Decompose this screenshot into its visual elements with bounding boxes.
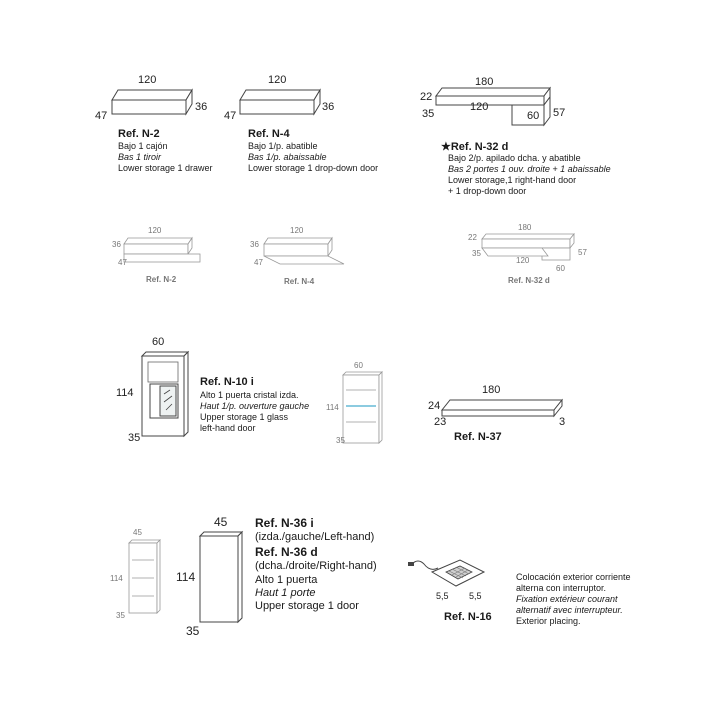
n4-open-height: 36 (250, 240, 259, 249)
n2-height-label: 36 (195, 101, 208, 113)
n16-line-en: Exterior placing. (516, 616, 581, 626)
n16-line-es1: Colocación exterior corriente (516, 572, 631, 582)
n4-open-drawing (262, 236, 348, 268)
n32d-description (448, 153, 611, 197)
n2-drawing (110, 88, 200, 118)
n10i-open-depth: 35 (336, 436, 345, 445)
n16-ref: Ref. N-16 (444, 611, 492, 623)
n32d-width-label: 180 (475, 76, 494, 88)
n2-line-en: Lower storage 1 drawer (118, 163, 213, 173)
n2-open-height: 36 (112, 240, 121, 249)
n32d-open-drawing (480, 232, 580, 268)
n37-ref: Ref. N-37 (454, 431, 502, 443)
n10i-line-en2: left-hand door (200, 423, 256, 433)
n10i-description (200, 390, 309, 434)
n36-height-label: 114 (176, 570, 196, 584)
n4-open-depth: 47 (254, 258, 263, 267)
n36-width-label: 45 (214, 515, 228, 529)
n32d-open-height2: 57 (578, 248, 587, 257)
n16-line-es2: alterna con interruptor. (516, 583, 607, 593)
n36-open-height: 114 (110, 574, 123, 583)
n4-line-fr: Bas 1/p. abaissable (248, 152, 327, 162)
n16-drawing (408, 556, 494, 596)
n32d-height2-label: 57 (553, 107, 566, 119)
n16-line-fr1: Fixation extérieur courant (516, 594, 618, 604)
n10i-line-en: Upper storage 1 glass (200, 412, 289, 422)
n2-open-width: 120 (148, 226, 162, 235)
n36-line-es: Alto 1 puerta (255, 574, 318, 586)
n36-depth-label: 35 (186, 624, 200, 638)
n32d-ref: ★Ref. N-32 d (441, 141, 509, 153)
n10i-open-height: 114 (326, 403, 339, 412)
n10i-open-width: 60 (354, 361, 363, 370)
n10i-open-drawing (342, 370, 384, 446)
n36-line-en: Upper storage 1 door (255, 600, 359, 612)
n10i-depth-label: 35 (128, 432, 141, 444)
n32d-height1-label: 22 (420, 91, 433, 103)
n10i-height-label: 114 (116, 387, 134, 399)
n32d-line-en2: + 1 drop-down door (448, 186, 527, 196)
n36-open-drawing (128, 538, 162, 616)
n36i-subtitle: (izda./gauche/Left-hand) (255, 531, 375, 543)
n32d-width2-label: 120 (470, 101, 489, 113)
n36i-ref: Ref. N-36 i (255, 516, 314, 530)
n37-height-label: 24 (428, 400, 441, 412)
n2-open-depth: 47 (118, 258, 127, 267)
n4-height-label: 36 (322, 101, 335, 113)
n10i-ref: Ref. N-10 i (200, 376, 254, 388)
n2-line-fr: Bas 1 tiroir (118, 152, 162, 162)
n4-depth-label: 47 (224, 110, 237, 122)
n16-line-fr2: alternatif avec interrupteur. (516, 605, 623, 615)
n32d-open-width: 180 (518, 223, 532, 232)
n32d-line-en: Lower storage,1 right-hand door (448, 175, 577, 185)
n4-line-en: Lower storage 1 drop-down door (248, 163, 379, 173)
n32d-open-depth: 35 (472, 249, 481, 258)
n32d-drawing (434, 86, 554, 130)
n4-drawing (238, 88, 328, 118)
n16-description (516, 572, 631, 627)
n2-open-ref: Ref. N-2 (146, 275, 177, 284)
n36d-ref: Ref. N-36 d (255, 545, 318, 559)
n4-width-label: 120 (268, 74, 287, 86)
n2-description (118, 141, 213, 174)
n32d-open-width2: 120 (516, 256, 530, 265)
n36-description (255, 574, 359, 613)
n37-width-label: 180 (482, 384, 501, 396)
n32d-line-fr: Bas 2 portes 1 ouv. droite + 1 abaissable (448, 164, 611, 174)
n2-depth-label: 47 (95, 110, 108, 122)
n37-thickness-label: 3 (559, 416, 566, 428)
n32d-line-es: Bajo 2/p. apilado dcha. y abatible (448, 153, 581, 163)
n32d-open-height1: 22 (468, 233, 477, 242)
n37-drawing (440, 398, 564, 420)
n36d-subtitle: (dcha./droite/Right-hand) (255, 560, 377, 572)
n36-drawing (198, 530, 244, 624)
n10i-line-es: Alto 1 puerta cristal izda. (200, 390, 299, 400)
n4-open-ref: Ref. N-4 (284, 277, 315, 286)
n2-width-label: 120 (138, 74, 157, 86)
n10i-width-label: 60 (152, 336, 165, 348)
n36-open-depth: 35 (116, 611, 125, 620)
n36-line-fr: Haut 1 porte (255, 587, 316, 599)
n16-dim-b: 5,5 (469, 591, 482, 601)
n32d-open-ref: Ref. N-32 d (508, 276, 550, 285)
n32d-width3-label: 60 (527, 110, 540, 122)
n4-open-width: 120 (290, 226, 304, 235)
n2-open-drawing (122, 236, 204, 264)
n10i-drawing (140, 350, 196, 438)
n16-dim-a: 5,5 (436, 591, 449, 601)
n32d-open-width3: 60 (556, 264, 565, 273)
n2-line-es: Bajo 1 cajón (118, 141, 168, 151)
n4-ref: Ref. N-4 (248, 128, 290, 140)
n36-open-width: 45 (133, 528, 142, 537)
n32d-depth-label: 35 (422, 108, 435, 120)
n2-ref: Ref. N-2 (118, 128, 160, 140)
n4-description (248, 141, 378, 174)
n37-depth-label: 23 (434, 416, 447, 428)
n4-line-es: Bajo 1/p. abatible (248, 141, 318, 151)
n10i-line-fr: Haut 1/p. ouverture gauche (200, 401, 310, 411)
